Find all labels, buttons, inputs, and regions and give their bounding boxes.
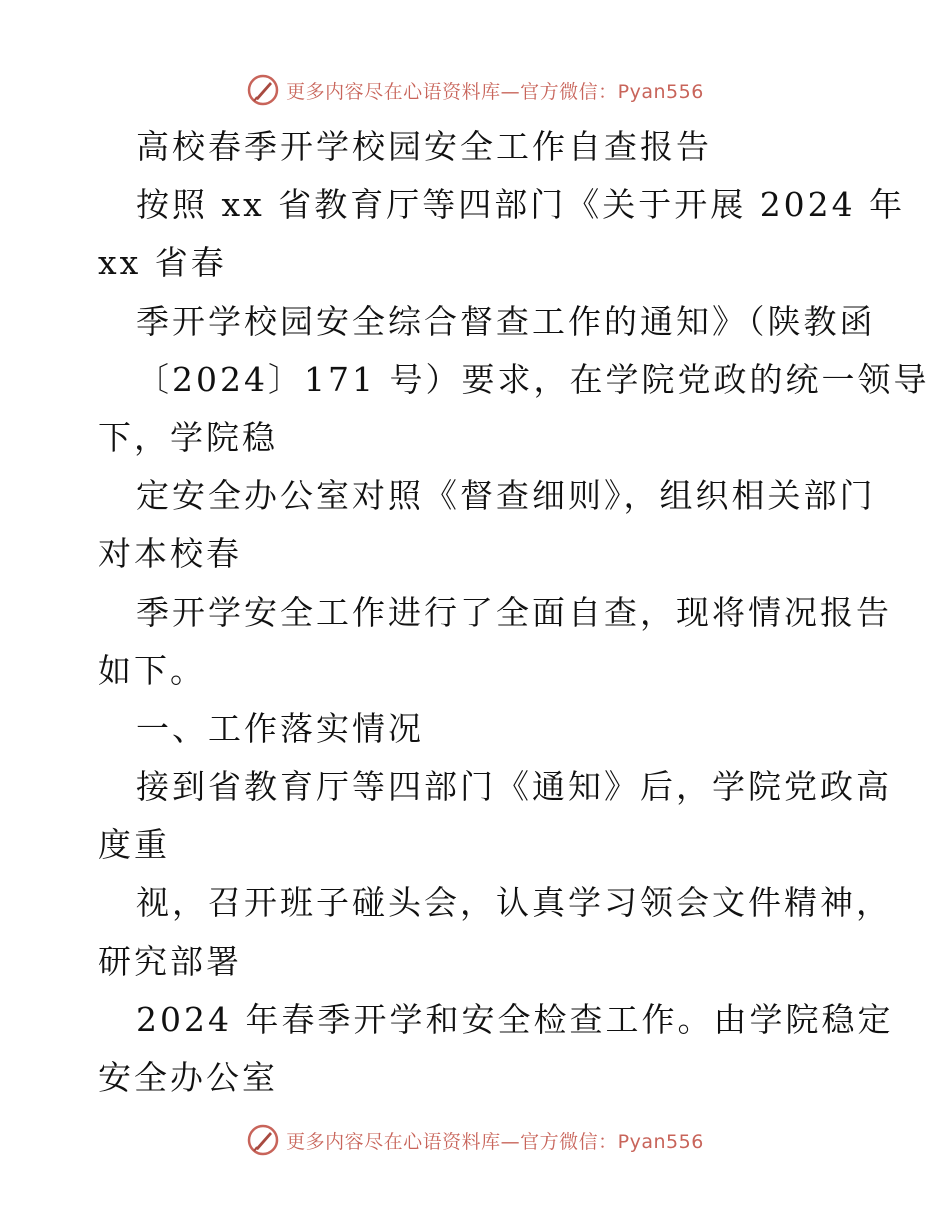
document-line: 视，召开班子碰头会，认真学习领会文件精神， bbox=[136, 883, 892, 923]
document-line: 下，学院稳 bbox=[98, 417, 278, 457]
footer-banner bbox=[0, 1120, 950, 1160]
banner-text: 更多内容尽在心语资料库—官方微信：Pyan556 bbox=[286, 1130, 704, 1153]
document-line: 〔2024〕171 号）要求，在学院党政的统一领导 bbox=[136, 359, 930, 399]
document-line: 季开学校园安全综合督查工作的通知》（陕教函 bbox=[136, 301, 876, 341]
document-line: 安全办公室 bbox=[98, 1058, 278, 1097]
document-line: 高校春季开学校园安全工作自查报告 bbox=[136, 127, 712, 166]
document-line: xx 省春 bbox=[98, 243, 227, 283]
document-line: 接到省教育厅等四部门《通知》后，学院党政高 bbox=[136, 767, 892, 807]
document-line: 研究部署 bbox=[98, 941, 242, 981]
document-line: 如下。 bbox=[98, 650, 206, 690]
header-banner bbox=[0, 70, 950, 110]
quill-pen-circle-icon bbox=[246, 73, 280, 107]
document-line: 一、工作落实情况 bbox=[136, 708, 424, 748]
document-line: 按照 xx 省教育厅等四部门《关于开展 2024 年 bbox=[136, 185, 906, 225]
document-line: 度重 bbox=[98, 825, 170, 865]
document-line: 2024 年春季开学和安全检查工作。由学院稳定 bbox=[136, 999, 894, 1039]
document-line: 季开学安全工作进行了全面自查，现将情况报告 bbox=[136, 592, 892, 632]
quill-pen-circle-icon bbox=[246, 1123, 280, 1157]
document-line: 定安全办公室对照《督查细则》，组织相关部门 bbox=[136, 476, 876, 516]
banner-text: 更多内容尽在心语资料库—官方微信：Pyan556 bbox=[286, 80, 704, 103]
document-line: 对本校春 bbox=[98, 534, 242, 574]
document-body bbox=[98, 118, 930, 1107]
